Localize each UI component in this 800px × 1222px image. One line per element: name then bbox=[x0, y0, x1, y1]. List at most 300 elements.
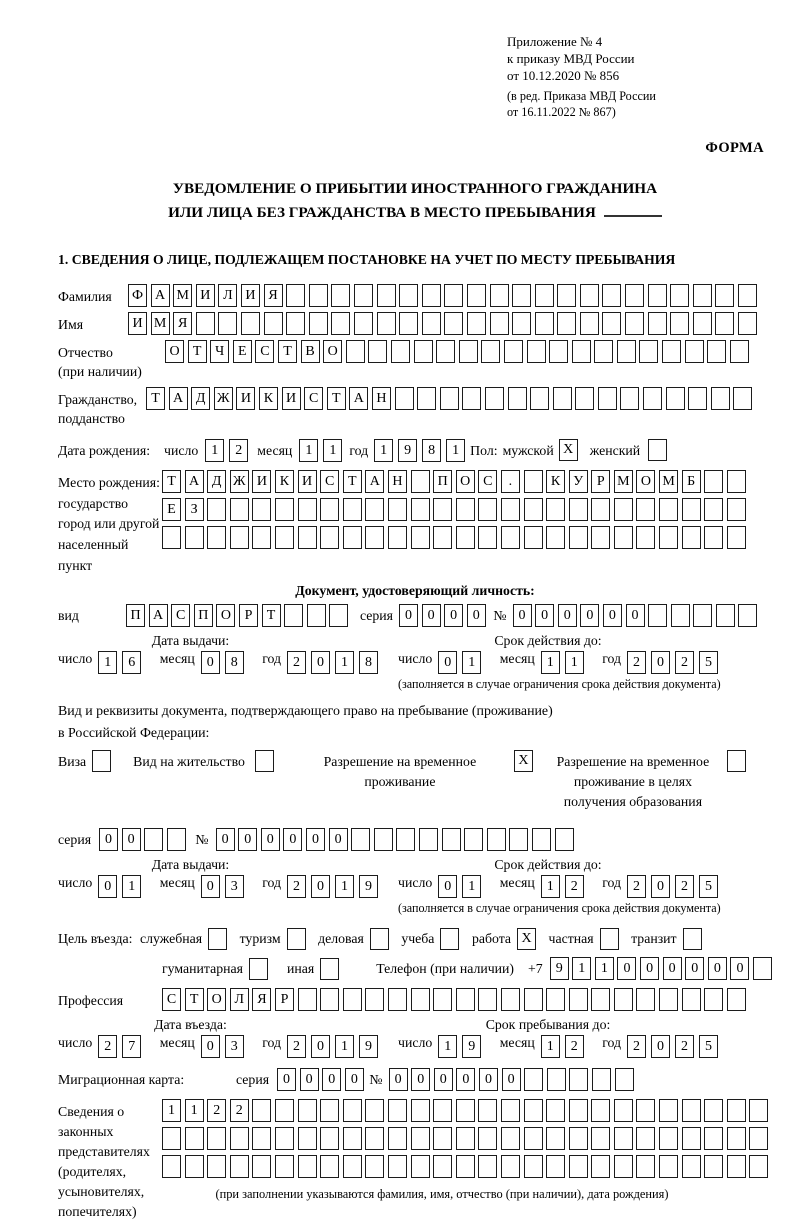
char-cell[interactable] bbox=[591, 1155, 610, 1178]
char-cell[interactable] bbox=[625, 312, 644, 335]
char-cell[interactable] bbox=[411, 526, 430, 549]
char-cell[interactable]: 2 bbox=[627, 1035, 646, 1058]
residence-expiry-month[interactable] bbox=[541, 875, 589, 895]
char-cell[interactable]: 0 bbox=[444, 604, 463, 627]
char-cell[interactable] bbox=[343, 1127, 362, 1150]
char-cell[interactable] bbox=[592, 1068, 611, 1091]
char-cell[interactable] bbox=[546, 1127, 565, 1150]
char-cell[interactable] bbox=[704, 1099, 723, 1122]
char-cell[interactable]: С bbox=[171, 604, 190, 627]
char-cell[interactable]: 0 bbox=[434, 1068, 453, 1091]
representatives-cells-row1[interactable] bbox=[162, 1099, 772, 1122]
char-cell[interactable] bbox=[444, 284, 463, 307]
char-cell[interactable] bbox=[569, 1068, 588, 1091]
char-cell[interactable]: Т bbox=[343, 470, 362, 493]
char-cell[interactable] bbox=[659, 1099, 678, 1122]
char-cell[interactable] bbox=[411, 470, 430, 493]
char-cell[interactable] bbox=[331, 312, 350, 335]
identity-issue-month[interactable] bbox=[201, 651, 249, 671]
char-cell[interactable] bbox=[591, 526, 610, 549]
char-cell[interactable] bbox=[230, 498, 249, 521]
char-cell[interactable]: 8 bbox=[422, 439, 441, 462]
char-cell[interactable] bbox=[738, 312, 757, 335]
char-cell[interactable]: 1 bbox=[462, 651, 481, 674]
char-cell[interactable] bbox=[524, 498, 543, 521]
visa-checkbox[interactable] bbox=[92, 750, 111, 772]
char-cell[interactable] bbox=[377, 312, 396, 335]
char-cell[interactable]: 8 bbox=[225, 651, 244, 674]
char-cell[interactable] bbox=[535, 312, 554, 335]
identity-number-cells[interactable] bbox=[513, 604, 762, 627]
residence-number-cells[interactable] bbox=[216, 828, 578, 851]
char-cell[interactable]: 0 bbox=[708, 957, 727, 980]
char-cell[interactable]: А bbox=[365, 470, 384, 493]
char-cell[interactable] bbox=[433, 1099, 452, 1122]
char-cell[interactable] bbox=[546, 988, 565, 1011]
char-cell[interactable]: В bbox=[301, 340, 320, 363]
char-cell[interactable]: 0 bbox=[685, 957, 704, 980]
char-cell[interactable]: 5 bbox=[699, 875, 718, 898]
char-cell[interactable] bbox=[688, 387, 707, 410]
char-cell[interactable]: 0 bbox=[438, 651, 457, 674]
char-cell[interactable]: А bbox=[349, 387, 368, 410]
char-cell[interactable] bbox=[365, 1099, 384, 1122]
char-cell[interactable]: Н bbox=[388, 470, 407, 493]
char-cell[interactable]: 0 bbox=[98, 875, 117, 898]
char-cell[interactable] bbox=[433, 498, 452, 521]
char-cell[interactable] bbox=[252, 1099, 271, 1122]
char-cell[interactable] bbox=[501, 526, 520, 549]
char-cell[interactable] bbox=[478, 498, 497, 521]
char-cell[interactable]: Б bbox=[682, 470, 701, 493]
char-cell[interactable] bbox=[524, 1127, 543, 1150]
char-cell[interactable] bbox=[467, 284, 486, 307]
char-cell[interactable] bbox=[207, 498, 226, 521]
char-cell[interactable] bbox=[643, 387, 662, 410]
char-cell[interactable] bbox=[433, 1127, 452, 1150]
char-cell[interactable] bbox=[639, 340, 658, 363]
char-cell[interactable] bbox=[512, 312, 531, 335]
char-cell[interactable] bbox=[598, 387, 617, 410]
identity-expiry-year[interactable] bbox=[627, 651, 723, 671]
char-cell[interactable]: 0 bbox=[603, 604, 622, 627]
char-cell[interactable] bbox=[614, 988, 633, 1011]
char-cell[interactable] bbox=[512, 284, 531, 307]
purpose-business-checkbox[interactable] bbox=[370, 928, 389, 950]
char-cell[interactable]: Я bbox=[264, 284, 283, 307]
char-cell[interactable]: П bbox=[433, 470, 452, 493]
char-cell[interactable] bbox=[298, 526, 317, 549]
char-cell[interactable] bbox=[727, 470, 746, 493]
char-cell[interactable] bbox=[546, 1099, 565, 1122]
char-cell[interactable]: О bbox=[165, 340, 184, 363]
char-cell[interactable] bbox=[671, 604, 690, 627]
char-cell[interactable]: 1 bbox=[446, 439, 465, 462]
char-cell[interactable] bbox=[685, 340, 704, 363]
sex-male-checkbox[interactable]: X bbox=[559, 439, 578, 461]
char-cell[interactable] bbox=[320, 1127, 339, 1150]
purpose-tourism-checkbox[interactable] bbox=[287, 928, 306, 950]
char-cell[interactable]: 2 bbox=[627, 651, 646, 674]
char-cell[interactable]: 0 bbox=[311, 1035, 330, 1058]
char-cell[interactable]: 0 bbox=[216, 828, 235, 851]
char-cell[interactable] bbox=[704, 1127, 723, 1150]
char-cell[interactable] bbox=[727, 1155, 746, 1178]
char-cell[interactable]: 1 bbox=[205, 439, 224, 462]
char-cell[interactable] bbox=[617, 340, 636, 363]
char-cell[interactable]: И bbox=[282, 387, 301, 410]
char-cell[interactable] bbox=[501, 1127, 520, 1150]
char-cell[interactable]: 1 bbox=[541, 875, 560, 898]
char-cell[interactable]: 0 bbox=[411, 1068, 430, 1091]
char-cell[interactable]: 1 bbox=[438, 1035, 457, 1058]
char-cell[interactable]: Н bbox=[372, 387, 391, 410]
char-cell[interactable]: З bbox=[185, 498, 204, 521]
char-cell[interactable] bbox=[682, 988, 701, 1011]
char-cell[interactable] bbox=[275, 1099, 294, 1122]
char-cell[interactable] bbox=[625, 284, 644, 307]
char-cell[interactable] bbox=[207, 1155, 226, 1178]
char-cell[interactable]: Ж bbox=[230, 470, 249, 493]
char-cell[interactable]: О bbox=[207, 988, 226, 1011]
char-cell[interactable] bbox=[391, 340, 410, 363]
char-cell[interactable]: 8 bbox=[359, 651, 378, 674]
char-cell[interactable] bbox=[388, 498, 407, 521]
char-cell[interactable] bbox=[343, 498, 362, 521]
char-cell[interactable]: 0 bbox=[201, 1035, 220, 1058]
purpose-transit-checkbox[interactable] bbox=[683, 928, 702, 950]
char-cell[interactable] bbox=[399, 284, 418, 307]
char-cell[interactable] bbox=[670, 312, 689, 335]
char-cell[interactable] bbox=[478, 1099, 497, 1122]
char-cell[interactable] bbox=[309, 312, 328, 335]
char-cell[interactable]: С bbox=[304, 387, 323, 410]
char-cell[interactable] bbox=[569, 526, 588, 549]
char-cell[interactable] bbox=[433, 988, 452, 1011]
char-cell[interactable] bbox=[411, 988, 430, 1011]
char-cell[interactable] bbox=[727, 1127, 746, 1150]
char-cell[interactable] bbox=[207, 526, 226, 549]
char-cell[interactable]: 0 bbox=[322, 1068, 341, 1091]
char-cell[interactable]: М bbox=[614, 470, 633, 493]
char-cell[interactable]: М bbox=[659, 470, 678, 493]
char-cell[interactable] bbox=[682, 1155, 701, 1178]
char-cell[interactable]: Ч bbox=[210, 340, 229, 363]
char-cell[interactable] bbox=[546, 498, 565, 521]
char-cell[interactable] bbox=[716, 604, 735, 627]
char-cell[interactable]: 0 bbox=[345, 1068, 364, 1091]
char-cell[interactable] bbox=[594, 340, 613, 363]
char-cell[interactable] bbox=[485, 387, 504, 410]
char-cell[interactable] bbox=[286, 284, 305, 307]
char-cell[interactable] bbox=[436, 340, 455, 363]
residence-expiry-year[interactable] bbox=[627, 875, 723, 895]
char-cell[interactable] bbox=[509, 828, 528, 851]
char-cell[interactable] bbox=[636, 1127, 655, 1150]
char-cell[interactable] bbox=[162, 1155, 181, 1178]
char-cell[interactable] bbox=[252, 1155, 271, 1178]
purpose-other-checkbox[interactable] bbox=[320, 958, 339, 980]
char-cell[interactable] bbox=[648, 312, 667, 335]
char-cell[interactable] bbox=[591, 498, 610, 521]
char-cell[interactable] bbox=[444, 312, 463, 335]
char-cell[interactable] bbox=[693, 284, 712, 307]
char-cell[interactable] bbox=[508, 387, 527, 410]
char-cell[interactable] bbox=[422, 284, 441, 307]
char-cell[interactable] bbox=[365, 1155, 384, 1178]
char-cell[interactable] bbox=[553, 387, 572, 410]
char-cell[interactable]: 1 bbox=[122, 875, 141, 898]
char-cell[interactable]: 1 bbox=[162, 1099, 181, 1122]
char-cell[interactable]: Т bbox=[327, 387, 346, 410]
char-cell[interactable] bbox=[275, 526, 294, 549]
char-cell[interactable]: 0 bbox=[238, 828, 257, 851]
char-cell[interactable]: 2 bbox=[675, 651, 694, 674]
char-cell[interactable]: 2 bbox=[207, 1099, 226, 1122]
char-cell[interactable] bbox=[343, 1099, 362, 1122]
char-cell[interactable] bbox=[575, 387, 594, 410]
char-cell[interactable]: Р bbox=[239, 604, 258, 627]
purpose-humanitarian-checkbox[interactable] bbox=[249, 958, 268, 980]
char-cell[interactable]: 2 bbox=[287, 875, 306, 898]
char-cell[interactable] bbox=[218, 312, 237, 335]
char-cell[interactable]: 0 bbox=[99, 828, 118, 851]
char-cell[interactable] bbox=[614, 1127, 633, 1150]
stay-month[interactable] bbox=[541, 1035, 589, 1055]
char-cell[interactable]: 1 bbox=[572, 957, 591, 980]
char-cell[interactable] bbox=[185, 1127, 204, 1150]
char-cell[interactable]: 0 bbox=[311, 651, 330, 674]
char-cell[interactable]: К bbox=[259, 387, 278, 410]
char-cell[interactable]: 2 bbox=[98, 1035, 117, 1058]
char-cell[interactable] bbox=[442, 828, 461, 851]
char-cell[interactable] bbox=[749, 1127, 768, 1150]
char-cell[interactable] bbox=[693, 312, 712, 335]
char-cell[interactable] bbox=[546, 526, 565, 549]
char-cell[interactable]: 0 bbox=[201, 875, 220, 898]
char-cell[interactable] bbox=[557, 284, 576, 307]
char-cell[interactable] bbox=[351, 828, 370, 851]
birth-year-cells[interactable] bbox=[374, 439, 470, 462]
char-cell[interactable]: А bbox=[185, 470, 204, 493]
char-cell[interactable] bbox=[704, 526, 723, 549]
char-cell[interactable] bbox=[733, 387, 752, 410]
char-cell[interactable] bbox=[433, 1155, 452, 1178]
char-cell[interactable]: И bbox=[298, 470, 317, 493]
char-cell[interactable] bbox=[682, 1127, 701, 1150]
char-cell[interactable]: 9 bbox=[462, 1035, 481, 1058]
char-cell[interactable] bbox=[591, 1099, 610, 1122]
purpose-private-checkbox[interactable] bbox=[600, 928, 619, 950]
char-cell[interactable]: Т bbox=[185, 988, 204, 1011]
char-cell[interactable] bbox=[501, 498, 520, 521]
char-cell[interactable]: Я bbox=[173, 312, 192, 335]
birth-month-cells[interactable] bbox=[299, 439, 347, 462]
char-cell[interactable]: 2 bbox=[627, 875, 646, 898]
char-cell[interactable] bbox=[478, 988, 497, 1011]
char-cell[interactable]: И bbox=[236, 387, 255, 410]
char-cell[interactable] bbox=[456, 1099, 475, 1122]
char-cell[interactable] bbox=[478, 526, 497, 549]
char-cell[interactable]: 1 bbox=[335, 875, 354, 898]
char-cell[interactable]: 1 bbox=[335, 1035, 354, 1058]
char-cell[interactable] bbox=[524, 988, 543, 1011]
char-cell[interactable] bbox=[440, 387, 459, 410]
char-cell[interactable]: 2 bbox=[565, 1035, 584, 1058]
char-cell[interactable] bbox=[456, 988, 475, 1011]
char-cell[interactable]: С bbox=[255, 340, 274, 363]
char-cell[interactable] bbox=[614, 1155, 633, 1178]
char-cell[interactable] bbox=[456, 526, 475, 549]
char-cell[interactable] bbox=[569, 498, 588, 521]
char-cell[interactable] bbox=[547, 1068, 566, 1091]
temporary-residence-education-checkbox[interactable] bbox=[727, 750, 746, 772]
char-cell[interactable]: С bbox=[478, 470, 497, 493]
char-cell[interactable] bbox=[569, 1127, 588, 1150]
char-cell[interactable] bbox=[298, 1127, 317, 1150]
char-cell[interactable] bbox=[144, 828, 163, 851]
char-cell[interactable]: 0 bbox=[456, 1068, 475, 1091]
char-cell[interactable] bbox=[524, 1099, 543, 1122]
char-cell[interactable]: И bbox=[241, 284, 260, 307]
char-cell[interactable] bbox=[309, 284, 328, 307]
char-cell[interactable] bbox=[388, 526, 407, 549]
char-cell[interactable] bbox=[662, 340, 681, 363]
char-cell[interactable] bbox=[481, 340, 500, 363]
profession-cells[interactable] bbox=[162, 988, 749, 1011]
char-cell[interactable] bbox=[614, 526, 633, 549]
char-cell[interactable]: 1 bbox=[185, 1099, 204, 1122]
char-cell[interactable] bbox=[504, 340, 523, 363]
char-cell[interactable] bbox=[354, 312, 373, 335]
char-cell[interactable]: 2 bbox=[229, 439, 248, 462]
char-cell[interactable]: М bbox=[173, 284, 192, 307]
char-cell[interactable]: Т bbox=[188, 340, 207, 363]
char-cell[interactable] bbox=[524, 526, 543, 549]
char-cell[interactable] bbox=[298, 1099, 317, 1122]
char-cell[interactable]: Д bbox=[207, 470, 226, 493]
char-cell[interactable]: Е bbox=[162, 498, 181, 521]
birth-place-cells-row2[interactable] bbox=[162, 498, 749, 521]
char-cell[interactable] bbox=[659, 498, 678, 521]
birth-place-cells-row1[interactable] bbox=[162, 470, 749, 493]
identity-issue-year[interactable] bbox=[287, 651, 383, 671]
residence-series-cells[interactable] bbox=[99, 828, 189, 851]
char-cell[interactable] bbox=[230, 1127, 249, 1150]
char-cell[interactable]: 2 bbox=[287, 1035, 306, 1058]
char-cell[interactable] bbox=[230, 1155, 249, 1178]
char-cell[interactable] bbox=[162, 526, 181, 549]
char-cell[interactable] bbox=[275, 1127, 294, 1150]
char-cell[interactable] bbox=[343, 988, 362, 1011]
char-cell[interactable] bbox=[365, 988, 384, 1011]
char-cell[interactable] bbox=[704, 988, 723, 1011]
entry-day[interactable] bbox=[98, 1035, 146, 1055]
char-cell[interactable] bbox=[377, 284, 396, 307]
char-cell[interactable] bbox=[602, 312, 621, 335]
char-cell[interactable]: 1 bbox=[541, 1035, 560, 1058]
char-cell[interactable] bbox=[422, 312, 441, 335]
char-cell[interactable]: 5 bbox=[699, 1035, 718, 1058]
char-cell[interactable]: 0 bbox=[535, 604, 554, 627]
char-cell[interactable]: 2 bbox=[675, 875, 694, 898]
char-cell[interactable] bbox=[738, 604, 757, 627]
char-cell[interactable] bbox=[395, 387, 414, 410]
name-cells[interactable] bbox=[128, 312, 761, 335]
char-cell[interactable] bbox=[417, 387, 436, 410]
char-cell[interactable]: 0 bbox=[617, 957, 636, 980]
char-cell[interactable] bbox=[727, 526, 746, 549]
char-cell[interactable] bbox=[399, 312, 418, 335]
char-cell[interactable]: 9 bbox=[550, 957, 569, 980]
char-cell[interactable] bbox=[527, 340, 546, 363]
citizenship-cells[interactable] bbox=[146, 387, 756, 410]
identity-kind-cells[interactable] bbox=[126, 604, 352, 627]
char-cell[interactable] bbox=[331, 284, 350, 307]
char-cell[interactable] bbox=[580, 284, 599, 307]
char-cell[interactable]: О bbox=[456, 470, 475, 493]
purpose-official-checkbox[interactable] bbox=[208, 928, 227, 950]
char-cell[interactable] bbox=[411, 1099, 430, 1122]
char-cell[interactable] bbox=[535, 284, 554, 307]
char-cell[interactable] bbox=[346, 340, 365, 363]
char-cell[interactable] bbox=[636, 988, 655, 1011]
char-cell[interactable]: 0 bbox=[580, 604, 599, 627]
char-cell[interactable] bbox=[620, 387, 639, 410]
char-cell[interactable] bbox=[580, 312, 599, 335]
char-cell[interactable] bbox=[659, 988, 678, 1011]
char-cell[interactable] bbox=[365, 526, 384, 549]
char-cell[interactable]: 0 bbox=[502, 1068, 521, 1091]
char-cell[interactable] bbox=[524, 470, 543, 493]
char-cell[interactable]: П bbox=[194, 604, 213, 627]
char-cell[interactable]: А bbox=[169, 387, 188, 410]
temporary-residence-checkbox[interactable]: X bbox=[514, 750, 533, 772]
char-cell[interactable] bbox=[715, 284, 734, 307]
char-cell[interactable]: 1 bbox=[98, 651, 117, 674]
char-cell[interactable] bbox=[185, 1155, 204, 1178]
char-cell[interactable] bbox=[207, 1127, 226, 1150]
char-cell[interactable] bbox=[264, 312, 283, 335]
identity-issue-day[interactable] bbox=[98, 651, 146, 671]
char-cell[interactable]: 0 bbox=[283, 828, 302, 851]
char-cell[interactable] bbox=[419, 828, 438, 851]
char-cell[interactable]: 0 bbox=[640, 957, 659, 980]
char-cell[interactable]: 0 bbox=[558, 604, 577, 627]
char-cell[interactable] bbox=[730, 340, 749, 363]
char-cell[interactable]: С bbox=[162, 988, 181, 1011]
char-cell[interactable] bbox=[704, 470, 723, 493]
char-cell[interactable]: С bbox=[320, 470, 339, 493]
char-cell[interactable]: 2 bbox=[230, 1099, 249, 1122]
char-cell[interactable] bbox=[524, 1155, 543, 1178]
char-cell[interactable] bbox=[648, 604, 667, 627]
char-cell[interactable] bbox=[659, 526, 678, 549]
char-cell[interactable]: А bbox=[151, 284, 170, 307]
char-cell[interactable] bbox=[388, 1127, 407, 1150]
char-cell[interactable] bbox=[487, 828, 506, 851]
char-cell[interactable] bbox=[591, 1127, 610, 1150]
char-cell[interactable]: Д bbox=[191, 387, 210, 410]
char-cell[interactable] bbox=[530, 387, 549, 410]
migration-number-cells[interactable] bbox=[389, 1068, 638, 1091]
char-cell[interactable] bbox=[252, 1127, 271, 1150]
char-cell[interactable]: 0 bbox=[467, 604, 486, 627]
char-cell[interactable]: Р bbox=[591, 470, 610, 493]
char-cell[interactable] bbox=[252, 526, 271, 549]
char-cell[interactable]: П bbox=[126, 604, 145, 627]
char-cell[interactable] bbox=[666, 387, 685, 410]
